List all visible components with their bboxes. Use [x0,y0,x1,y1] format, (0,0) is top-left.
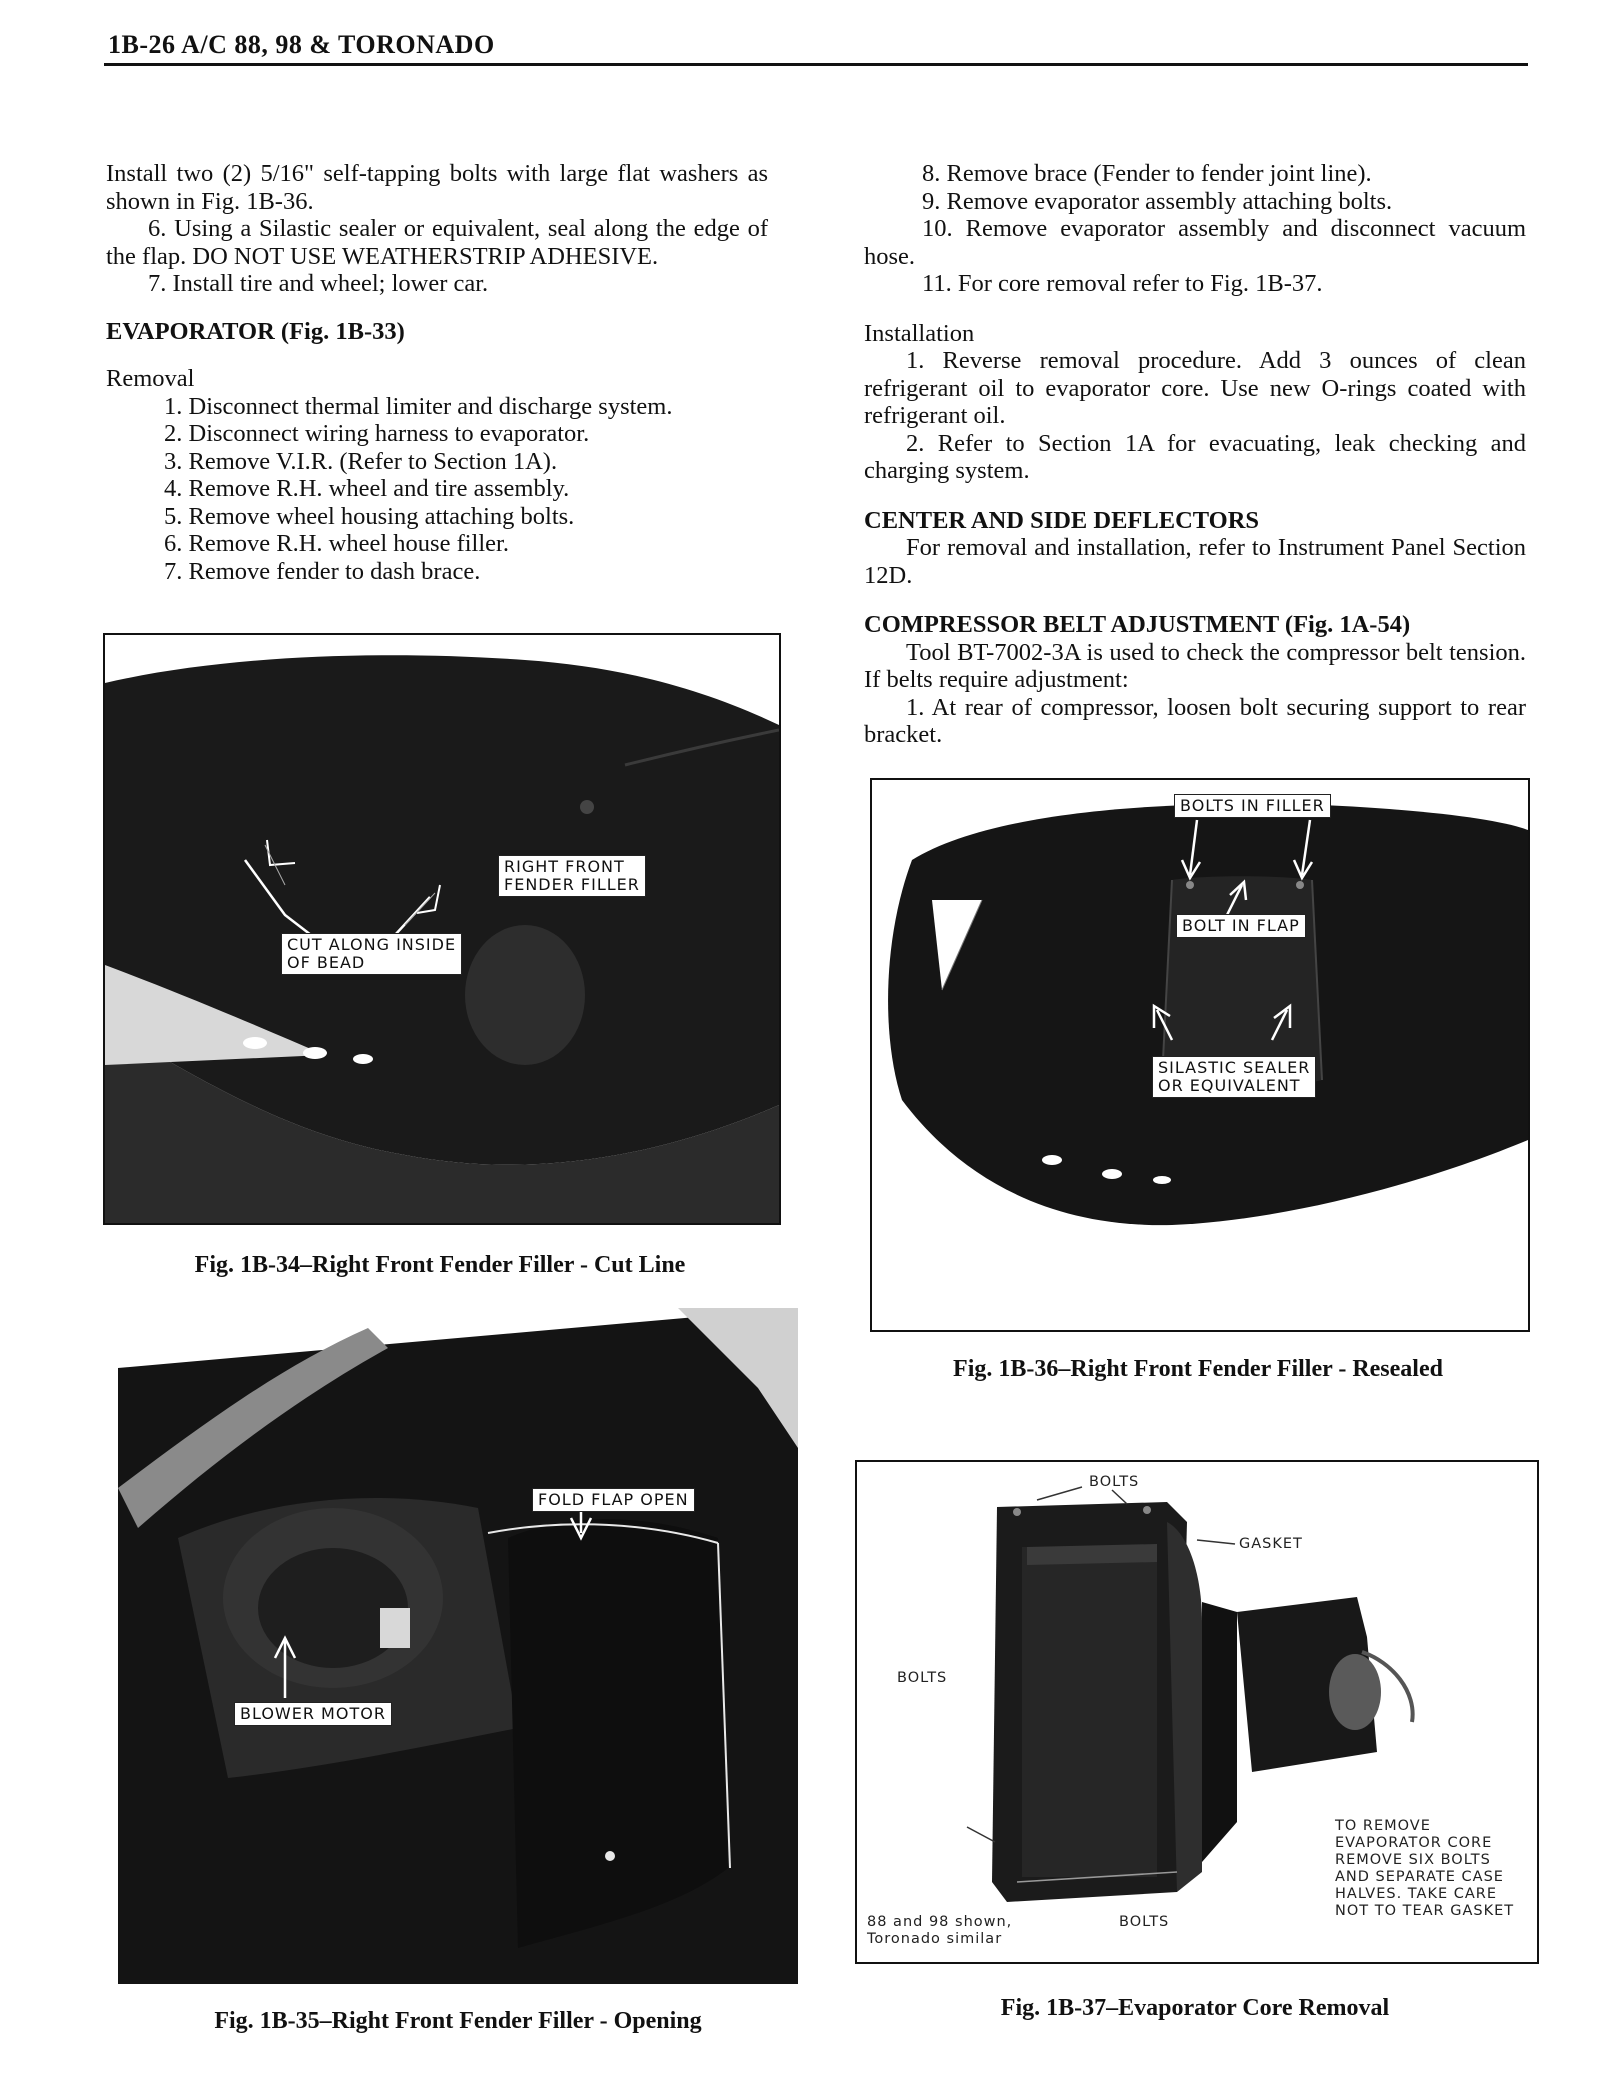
list-item: 10. Remove evaporator assembly and disconnect vacuum hose. [864,215,1526,270]
installation-step-1: 1. Reverse removal procedure. Add 3 ounces of clean refrigerant oil to evaporator core. Use new O-rings coated with refrigerant oil. [864,347,1526,429]
blower-motor-photo-graphic [118,1308,798,1984]
step-6-seal: 6. Using a Silastic sealer or equivalent, seal along the edge of the flap. DO NOT USE WEATHERSTRIP ADHESIVE. [106,215,768,270]
label-removal-note: TO REMOVE EVAPORATOR CORE REMOVE SIX BOLTS AND SEPARATE CASE HALVES. TAKE CARE NOT TO TEAR GASKET [1335,1818,1515,1919]
list-item: 2. Disconnect wiring harness to evaporator. [164,420,590,447]
list-item: 1. Disconnect thermal limiter and discharge system. [164,392,673,420]
label-bolts-left: BOLTS [897,1670,948,1686]
label-cut-along-inside-of-bead: CUT ALONG INSIDE OF BEAD [281,933,462,975]
list-item: 9. Remove evaporator assembly attaching bolts. [922,187,1393,215]
figure-1b-36-caption: Fig. 1B-36–Right Front Fender Filler - Resealed [953,1356,1443,1382]
resealed-filler-photo-graphic [872,780,1528,1330]
step-7-install-tire: 7. Install tire and wheel; lower car. [148,270,489,297]
list-item: 5. Remove wheel housing attaching bolts. [164,502,575,530]
page-header: 1B-26 A/C 88, 98 & TORONADO [108,30,495,59]
label-right-front-fender-filler: RIGHT FRONT FENDER FILLER [498,855,646,897]
figure-1b-34-caption: Fig. 1B-34–Right Front Fender Filler - Cut Line [194,1252,686,1278]
section-heading-deflectors: CENTER AND SIDE DEFLECTORS [864,506,1260,534]
label-fold-flap-open: FOLD FLAP OPEN [532,1488,695,1512]
label-bolts-top: BOLTS [1089,1474,1140,1490]
label-bolts-bottom: BOLTS [1119,1914,1170,1930]
list-item: 7. Remove fender to dash brace. [164,557,481,585]
removal-steps-list [106,393,768,586]
removal-heading: Removal [106,365,195,392]
fender-filler-photo-graphic [105,635,779,1223]
label-gasket: GASKET [1239,1536,1303,1552]
belt-step-1: 1. At rear of compressor, loosen bolt securing support to rear bracket. [864,693,1526,748]
installation-step-2: 2. Refer to Section 1A for evacuating, leak checking and charging system. [864,429,1526,484]
installation-heading: Installation [864,319,975,347]
section-heading-evaporator: EVAPORATOR (Fig. 1B-33) [106,317,405,345]
figure-1b-35-photo [118,1308,798,1984]
figure-1b-35-caption: Fig. 1B-35–Right Front Fender Filler - Opening [214,2008,702,2034]
deflectors-text: For removal and installation, refer to Instrument Panel Section 12D. [864,534,1526,589]
list-item: 6. Remove R.H. wheel house filler. [164,530,509,557]
belt-text: Tool BT-7002-3A is used to check the compressor belt tension. If belts require adjustment: [864,638,1526,693]
label-models-shown: 88 and 98 shown, Toronado similar [867,1914,1013,1947]
figure-1b-34-photo [103,633,781,1225]
figure-1b-37-photo [855,1460,1539,1964]
intro-paragraph: Install two (2) 5/16" self-tapping bolts with large flat washers as shown in Fig. 1B-36. [106,160,768,215]
list-item: 3. Remove V.I.R. (Refer to Section 1A). [164,447,558,475]
list-item: 4. Remove R.H. wheel and tire assembly. [164,475,570,502]
figure-1b-36-photo [870,778,1530,1332]
right-column [864,160,1526,749]
left-column [106,160,768,585]
label-bolts-in-filler: BOLTS IN FILLER [1174,794,1331,818]
header-rule [104,63,1528,66]
figure-1b-37-caption: Fig. 1B-37–Evaporator Core Removal [1000,1995,1390,2021]
list-item: 11. For core removal refer to Fig. 1B-37. [922,270,1323,297]
label-blower-motor: BLOWER MOTOR [234,1702,392,1726]
label-bolt-in-flap: BOLT IN FLAP [1176,914,1306,938]
removal-steps-continued [864,160,1526,298]
section-heading-compressor-belt: COMPRESSOR BELT ADJUSTMENT (Fig. 1A-54) [864,611,1411,638]
list-item: 8. Remove brace (Fender to fender joint line). [922,160,1372,187]
label-silastic-sealer: SILASTIC SEALER OR EQUIVALENT [1152,1056,1316,1098]
